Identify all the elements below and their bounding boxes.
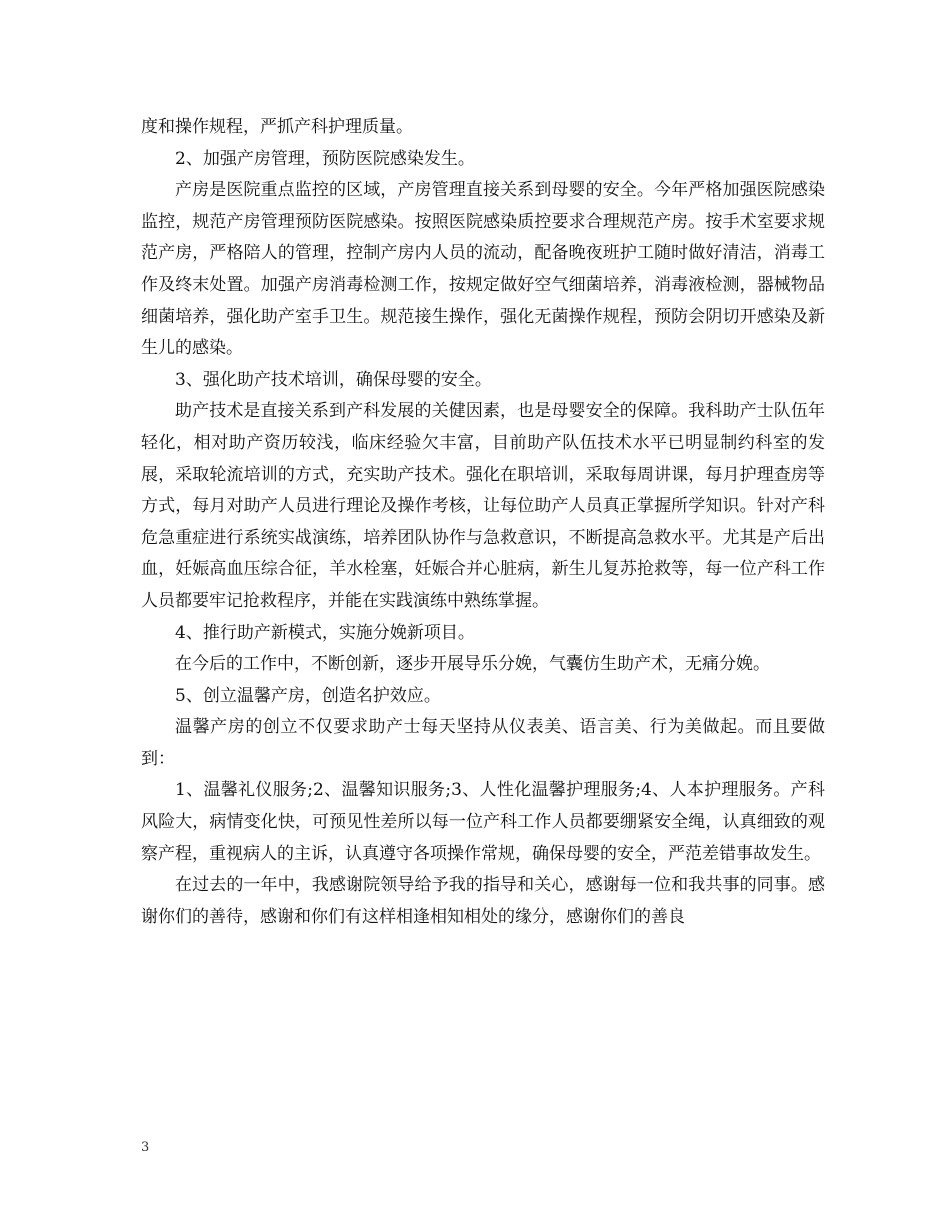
paragraph: 温馨产房的创立不仅要求助产士每天坚持从仪表美、语言美、行为美做起。而且要做到： bbox=[141, 717, 825, 769]
paragraph: 助产技术是直接关系到产科发展的关健因素，也是母婴安全的保障。我科助产士队伍年轻化，相对助产资历较浅，临床经验欠丰富，目前助产队伍技术水平已明显制约科室的发展，采取轮流培训的方式，充实助产技术。强化在职培训，采取每周讲课，每月护理查房等方式，每月对助产人员进行理论及操作考核，让每位助产人员真正掌握所学知识。针对产科危急重症进行系统实战演练，培养团队协作与急救意识，不断提高急救水平。尤其是产后出血，妊娠高血压综合征，羊水栓塞，妊娠合并心脏病，新生儿复苏抢救等，每一位产科工作人员都要牢记抢救程序，并能在实践演练中熟练掌握。 bbox=[141, 401, 825, 611]
paragraph: 度和操作规程，严抓产科护理质量。 bbox=[141, 117, 413, 137]
paragraph: 在过去的一年中，我感谢院领导给予我的指导和关心，感谢每一位和我共事的同事。感谢你们的善待，感谢和你们有这样相逢相知相处的缘分，感谢你们的善良 bbox=[141, 875, 825, 927]
paragraph: 在今后的工作中，不断创新，逐步开展导乐分娩，气囊仿生助产术，无痛分娩。 bbox=[175, 654, 770, 675]
section-heading: 3、强化助产技术培训，确保母婴的安全。 bbox=[175, 369, 492, 390]
document-body bbox=[141, 112, 825, 933]
section-heading: 2、加强产房管理，预防医院感染发生。 bbox=[175, 148, 475, 169]
page-number: 3 bbox=[141, 1140, 150, 1155]
section-heading: 4、推行助产新模式，实施分娩新项目。 bbox=[175, 622, 475, 643]
section-heading: 5、创立温馨产房，创造名护效应。 bbox=[175, 685, 441, 706]
paragraph: 产房是医院重点监控的区域，产房管理直接关系到母婴的安全。今年严格加强医院感染监控，规范产房管理预防医院感染。按照医院感染质控要求合理规范产房。按手术室要求规范产房，严格陪人的管理，控制产房内人员的流动，配备晚夜班护工随时做好清洁，消毒工作及终末处置。加强产房消毒检测工作，按规定做好空气细菌培养，消毒液检测，器械物品细菌培养，强化助产室手卫生。规范接生操作，强化无菌操作规程，预防会阴切开感染及新生儿的感染。 bbox=[141, 180, 825, 359]
paragraph: 1、温馨礼仪服务;2、温馨知识服务;3、人性化温馨护理服务;4、人本护理服务。产科风险大，病情变化快，可预见性差所以每一位产科工作人员都要绷紧安全绳，认真细致的观察产程，重视病人的主诉，认真遵守各项操作常规，确保母婴的安全，严范差错事故发生。 bbox=[141, 780, 825, 864]
